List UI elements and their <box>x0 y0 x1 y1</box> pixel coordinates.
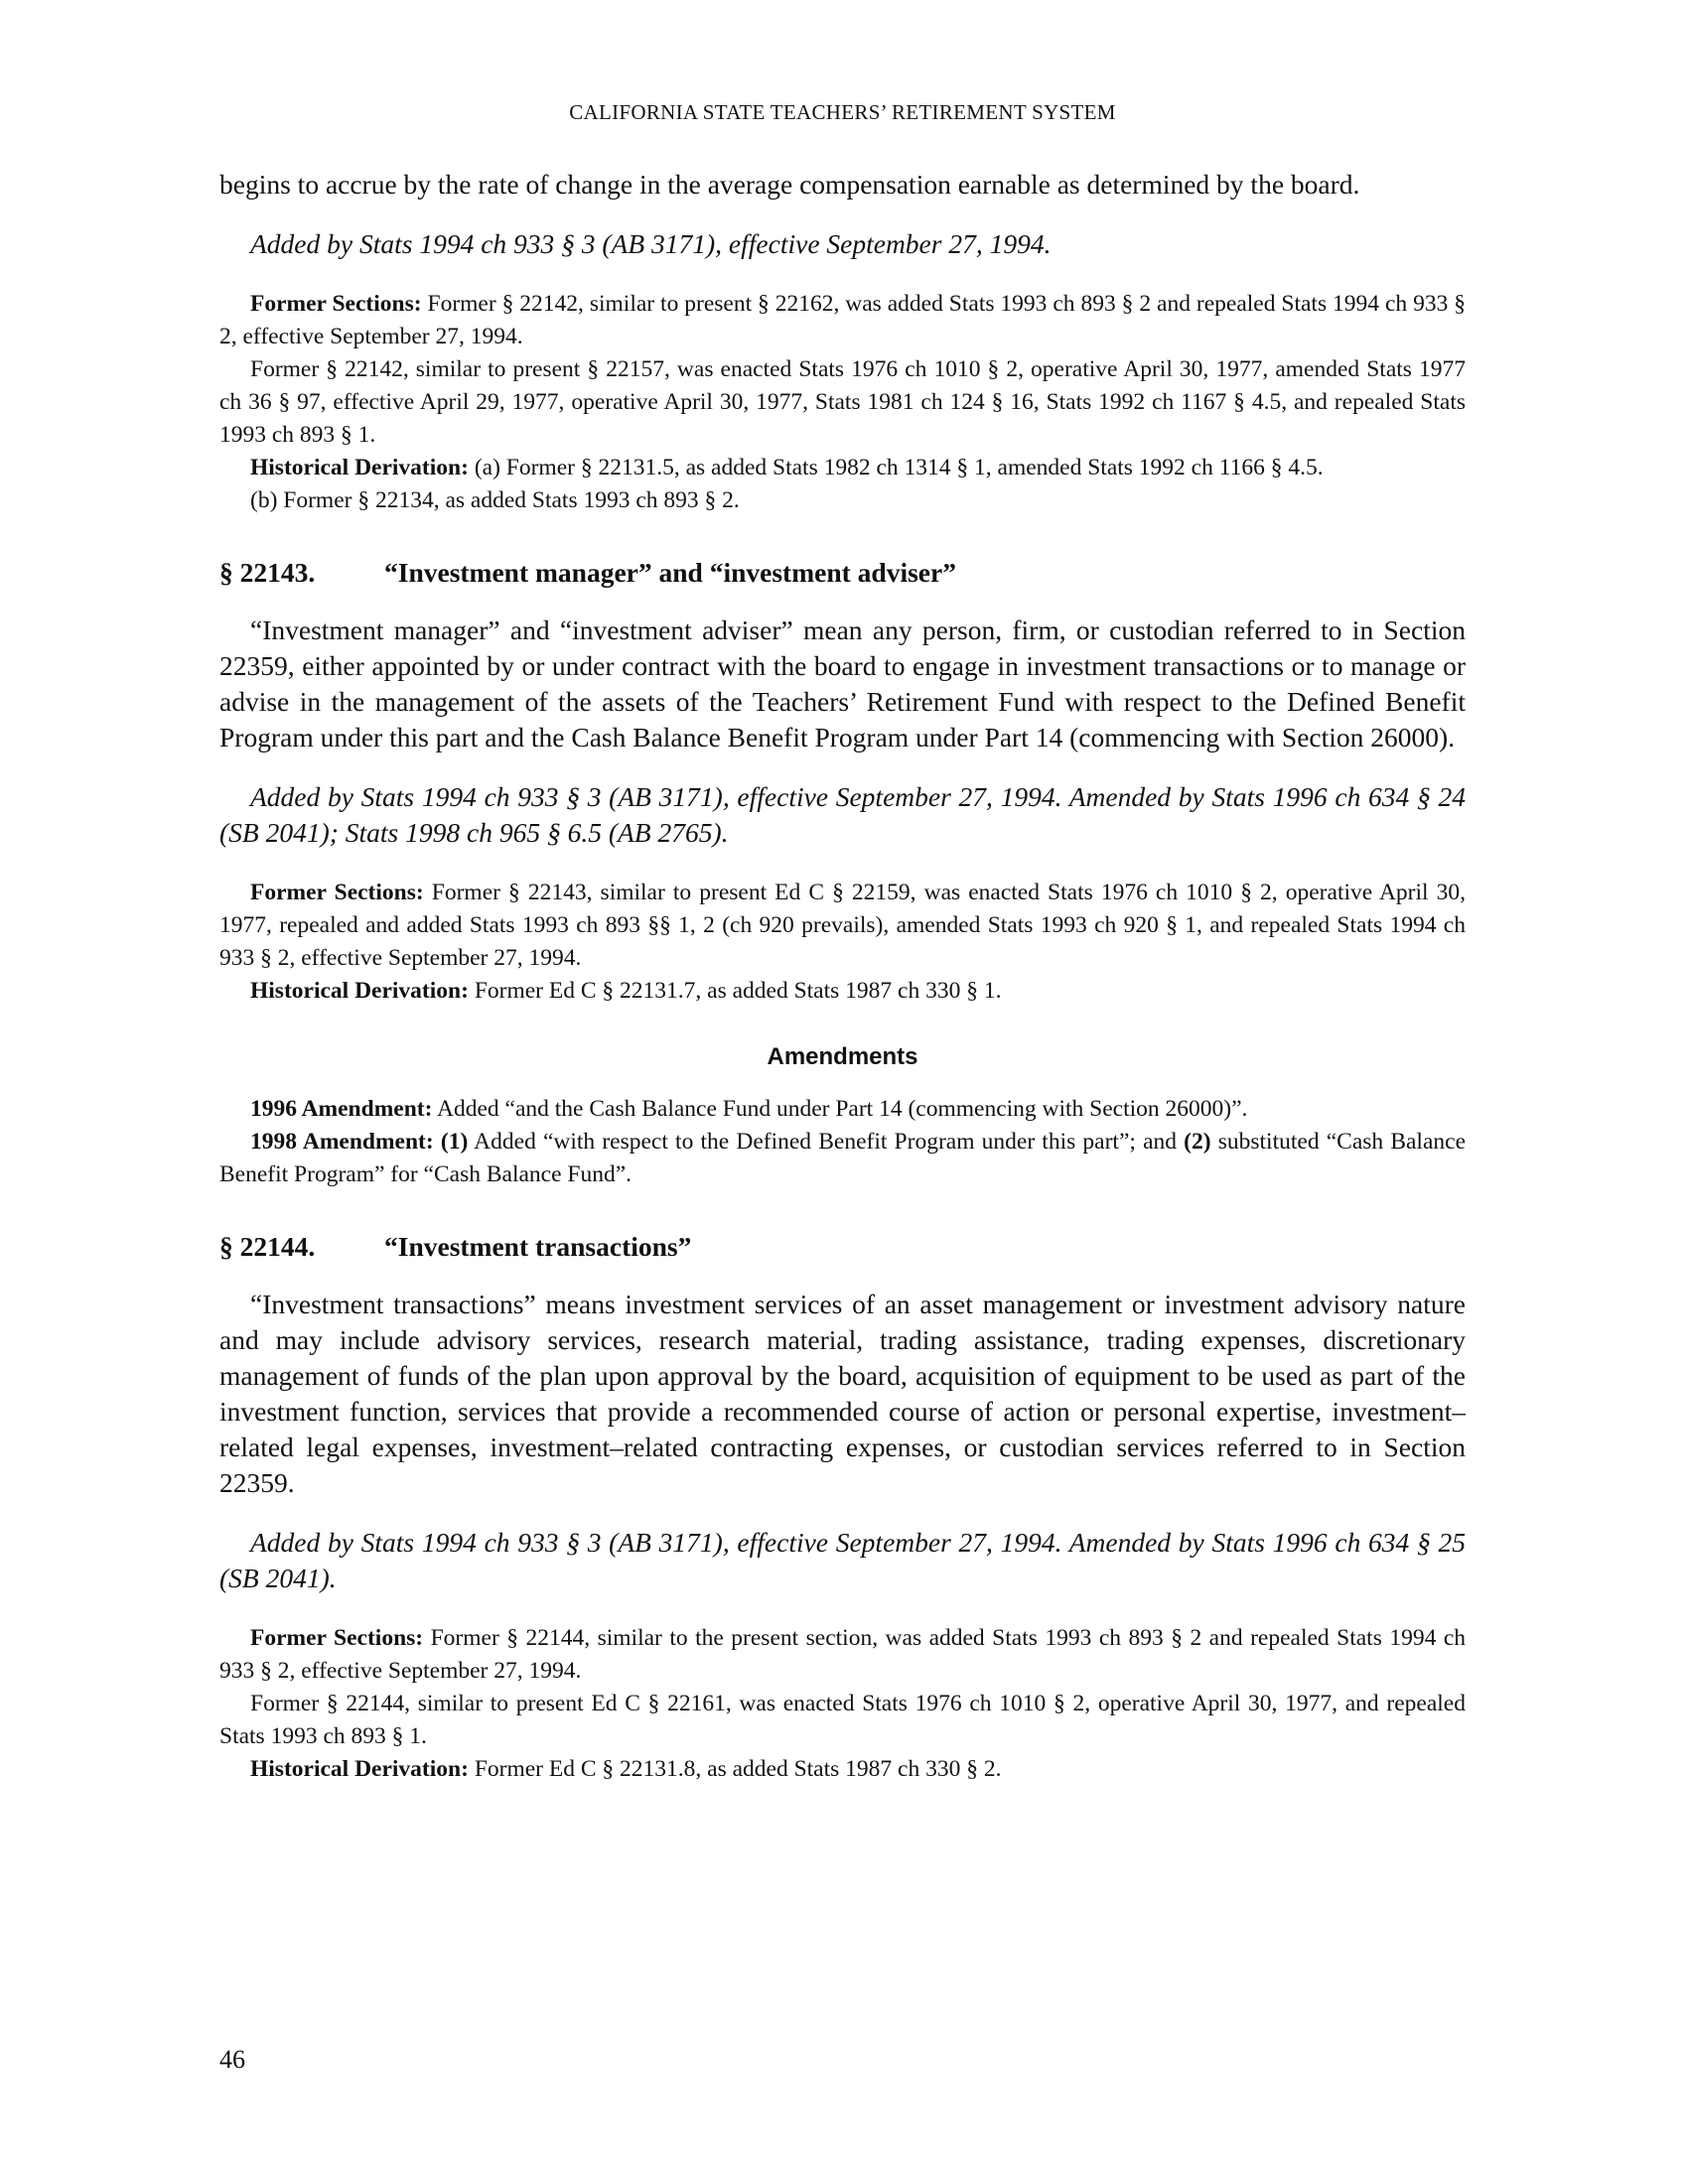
section-heading-22143 <box>219 557 1466 589</box>
former-sections-text: Former § 22143, similar to present Ed C § 22159, was enacted Stats 1976 ch 1010 § 2, operative April 30, 1977, repealed and added Stats 1993 ch 893 §§ 1, 2 (ch 920 prevails), amended Stats 1993 ch 920 § 1, and repealed Stats 1994 ch 933 § 2, effective September 27, 1994. <box>219 880 1467 971</box>
former-sections-label: Former Sections: <box>250 1625 424 1651</box>
historical-derivation-label: Historical Derivation: <box>250 455 469 480</box>
section-history-22143: Added by Stats 1994 ch 933 § 3 (AB 3171), effective September 27, 1994. Amended by Stats 1996 ch 634 § 24 (SB 2041); Stats 1998 ch 965 § 6.5 (AB 2765). <box>219 781 1466 848</box>
amendment-1998-text-1: Added “with respect to the Defined Benefit Program under this part”; and <box>468 1129 1185 1155</box>
section-title: “Investment transactions” <box>384 1231 692 1262</box>
former-sections-text: Former § 22142, similar to present § 22162, was added Stats 1993 ch 893 § 2 and repealed Stats 1994 ch 933 § 2, effective September 27, 1994. <box>219 291 1466 349</box>
amendment-1998-text-2: substituted “Cash Balance Benefit Program” for “Cash Balance Fund”. <box>219 1129 1467 1187</box>
historical-derivation-note <box>219 1753 1466 1786</box>
page-number: 46 <box>219 2045 245 2074</box>
continuation-history: Added by Stats 1994 ch 933 § 3 (AB 3171), effective September 27, 1994. <box>250 228 1052 259</box>
amendment-1998-marker-1: (1) <box>440 1129 469 1155</box>
former-sections-label: Former Sections: <box>250 880 424 905</box>
section-body-22144: “Investment transactions” means investment services of an asset management or investment advisory nature and may include advisory services, research material, trading assistance, trading expenses, discretionary management of funds of the plan upon approval by the board, acquisition of equipment to be used as part of the investment function, services that provide a recommended course of action or personal expertise, investment–related legal expenses, investment–related contracting expenses, or custodian services referred to in Section 22359. <box>219 1289 1466 1498</box>
historical-derivation-text: (a) Former § 22131.5, as added Stats 1982 ch 1314 § 1, amended Stats 1992 ch 1166 § 4.5. <box>468 455 1324 480</box>
former-sections-label: Former Sections: <box>250 291 422 317</box>
amendment-1996-label: 1996 Amendment: <box>250 1096 433 1122</box>
section-notes-22144 <box>219 1622 1466 1786</box>
continuation-text: begins to accrue by the rate of change in the average compensation earnable as determined by the board. <box>219 169 1360 200</box>
section-history-22144: Added by Stats 1994 ch 933 § 3 (AB 3171), effective September 27, 1994. Amended by Stats 1996 ch 634 § 25 (SB 2041). <box>219 1527 1466 1593</box>
running-head: CALIFORNIA STATE TEACHERS’ RETIREMENT SYSTEM <box>569 100 1116 124</box>
amendment-1996-text: Added “and the Cash Balance Fund under Part 14 (commencing with Section 26000)”. <box>432 1096 1248 1122</box>
historical-derivation-note <box>219 975 1466 1008</box>
historical-derivation-label: Historical Derivation: <box>250 1756 469 1782</box>
historical-derivation-text: Former Ed C § 22131.8, as added Stats 1987 ch 330 § 2. <box>468 1756 1002 1782</box>
section-notes-22143 <box>219 877 1466 1008</box>
former-sections-note <box>219 1622 1466 1688</box>
section-body-22143: “Investment manager” and “investment adviser” mean any person, firm, or custodian referred to in Section 22359, either appointed by or under contract with the board to engage in investment transactions or to manage or advise in the management of the assets of the Teachers’ Retirement Fund with respect to the Defined Benefit Program under this part and the Cash Balance Benefit Program under Part 14 (commencing with Section 26000). <box>219 614 1466 752</box>
continuation-notes <box>219 288 1466 517</box>
historical-derivation-label: Historical Derivation: <box>250 978 469 1004</box>
former-sections-text-2: Former § 22144, similar to present Ed C § 22161, was enacted Stats 1976 ch 1010 § 2, operative April 30, 1977, and repealed Stats 1993 ch 893 § 1. <box>219 1691 1466 1749</box>
amendment-1998 <box>219 1126 1466 1191</box>
amendment-1998-label: 1998 Amendment: <box>250 1129 434 1155</box>
page-content <box>219 167 1466 1786</box>
historical-derivation-text-2: (b) Former § 22134, as added Stats 1993 ch 893 § 2. <box>250 487 740 513</box>
former-sections-text: Former § 22144, similar to the present section, was added Stats 1993 ch 893 § 2 and repealed Stats 1994 ch 933 § 2, effective September 27, 1994. <box>219 1625 1467 1684</box>
amendment-1998-marker-2: (2) <box>1184 1129 1211 1155</box>
section-number: § 22143. <box>219 557 316 588</box>
former-sections-text-2: Former § 22142, similar to present § 22157, was enacted Stats 1976 ch 1010 § 2, operative April 30, 1977, amended Stats 1977 ch 36 § 97, effective April 29, 1977, operative April 30, 1977, Stats 1981 ch 124 § 16, Stats 1992 ch 1167 § 4.5, and repealed Stats 1993 ch 893 § 1. <box>219 356 1466 448</box>
historical-derivation-text: Former Ed C § 22131.7, as added Stats 1987 ch 330 § 1. <box>468 978 1002 1004</box>
amendment-1996 <box>219 1093 1466 1126</box>
amendments-heading: Amendments <box>767 1043 918 1070</box>
former-sections-note <box>219 877 1466 975</box>
section-number: § 22144. <box>219 1231 316 1262</box>
section-title: “Investment manager” and “investment adviser” <box>384 557 956 588</box>
section-heading-22144 <box>219 1231 1466 1263</box>
former-sections-note <box>219 288 1466 353</box>
historical-derivation-note <box>219 452 1466 484</box>
